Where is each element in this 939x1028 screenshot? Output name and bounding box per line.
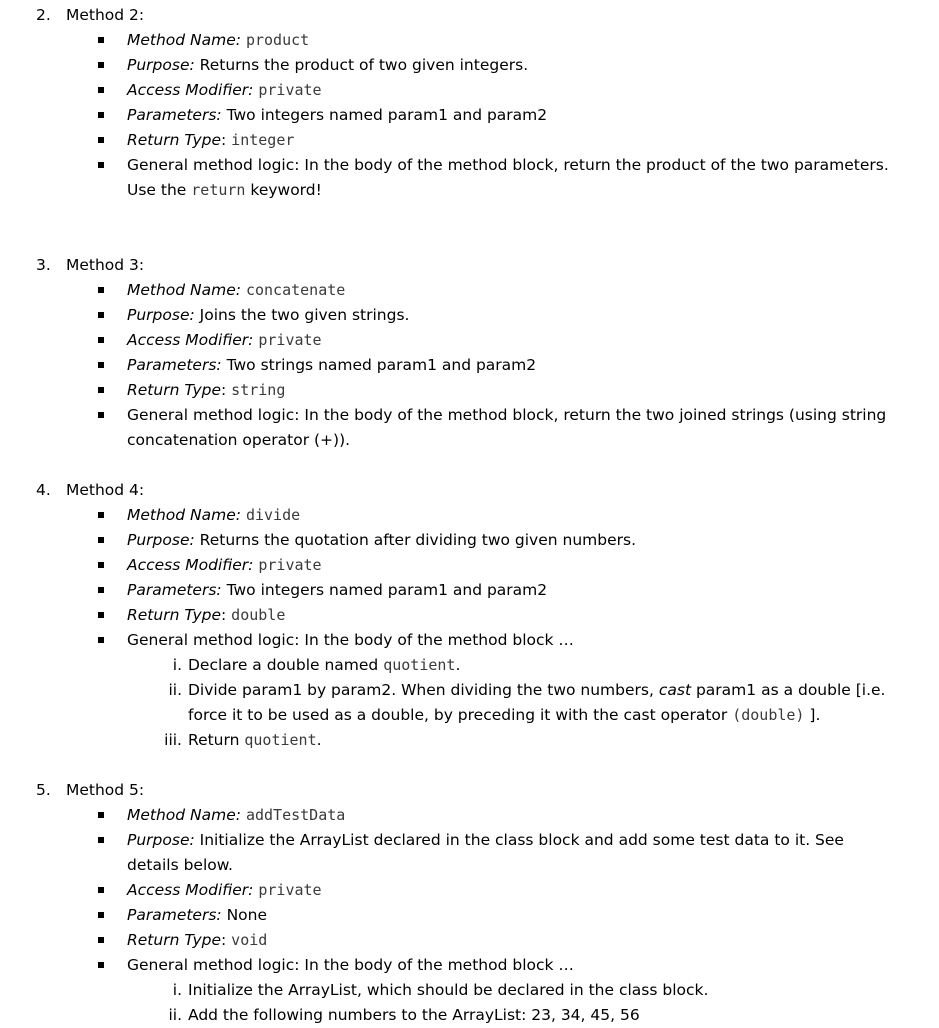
list-item-method-name: Method Name: concatenate	[0, 278, 939, 303]
bullet-icon	[98, 962, 104, 968]
logic-step: ii. Divide param1 by param2. When dividing the two numbers, cast param1 as a double [i.e. force it to be used as a double, by preceding it with the cast operator (double) ].	[168, 681, 886, 724]
list-item-parameters: Parameters: Two strings named param1 and param2	[0, 353, 939, 378]
bullet-icon	[98, 937, 104, 943]
list-item-return-type: Return Type: integer	[0, 128, 939, 153]
section-heading: Method 4:	[66, 481, 145, 499]
logic-step: i. Initialize the ArrayList, which should be declared in the class block.	[172, 981, 709, 999]
bullet-icon	[98, 137, 104, 143]
section-number: 2.	[36, 6, 51, 24]
section-number: 5.	[36, 781, 51, 799]
bullet-icon	[98, 37, 104, 43]
bullet-icon	[98, 412, 104, 418]
bullet-icon	[98, 612, 104, 618]
bullet-icon	[98, 62, 104, 68]
bullet-icon	[98, 337, 104, 343]
list-item-access-modifier: Access Modifier: private	[0, 878, 939, 903]
section-heading: Method 3:	[66, 256, 145, 274]
bullet-icon	[98, 562, 104, 568]
list-item-parameters: Parameters: Two integers named param1 and param2	[0, 578, 939, 603]
section-number: 4.	[36, 481, 51, 499]
list-item-general-logic: General method logic: In the body of the method block …	[0, 953, 939, 978]
logic-step: i. Declare a double named quotient.	[172, 656, 461, 674]
list-item-method-name: Method Name: addTestData	[0, 803, 939, 828]
bullet-icon	[98, 312, 104, 318]
bullet-icon	[98, 637, 104, 643]
bullet-icon	[98, 537, 104, 543]
list-item-return-type: Return Type: double	[0, 603, 939, 628]
list-item-return-type: Return Type: string	[0, 378, 939, 403]
logic-step: iii. Return quotient.	[164, 731, 322, 749]
list-item-return-type: Return Type: void	[0, 928, 939, 953]
section-number: 3.	[36, 256, 51, 274]
list-item-access-modifier: Access Modifier: private	[0, 78, 939, 103]
section-heading: Method 2:	[66, 6, 145, 24]
bullet-icon	[98, 812, 104, 818]
bullet-icon	[98, 162, 104, 168]
list-item-purpose: Purpose: Initialize the ArrayList declared in the class block and add some test data to it. See details below.	[0, 828, 939, 878]
bullet-icon	[98, 912, 104, 918]
list-item-access-modifier: Access Modifier: private	[0, 553, 939, 578]
list-item-purpose: Purpose: Joins the two given strings.	[0, 303, 939, 328]
bullet-icon	[98, 362, 104, 368]
list-item-parameters: Parameters: Two integers named param1 and param2	[0, 103, 939, 128]
bullet-icon	[98, 887, 104, 893]
list-item-parameters: Parameters: None	[0, 903, 939, 928]
list-item-purpose: Purpose: Returns the quotation after dividing two given numbers.	[0, 528, 939, 553]
list-item-general-logic: General method logic: In the body of the method block, return the product of the two parameters. Use the return keyword!	[0, 153, 939, 203]
list-item-general-logic: General method logic: In the body of the method block …	[0, 628, 939, 653]
list-item-purpose: Purpose: Returns the product of two given integers.	[0, 53, 939, 78]
bullet-icon	[98, 837, 104, 843]
bullet-icon	[98, 387, 104, 393]
list-item-access-modifier: Access Modifier: private	[0, 328, 939, 353]
bullet-icon	[98, 287, 104, 293]
section-heading: Method 5:	[66, 781, 145, 799]
bullet-icon	[98, 512, 104, 518]
list-item-general-logic: General method logic: In the body of the method block, return the two joined strings (using string concatenation operator (+)).	[0, 403, 939, 453]
bullet-icon	[98, 112, 104, 118]
logic-step: ii. Add the following numbers to the ArrayList: 23, 34, 45, 56	[168, 1006, 640, 1024]
bullet-icon	[98, 87, 104, 93]
list-item-method-name: Method Name: divide	[0, 503, 939, 528]
list-item-method-name: Method Name: product	[0, 28, 939, 53]
bullet-icon	[98, 587, 104, 593]
